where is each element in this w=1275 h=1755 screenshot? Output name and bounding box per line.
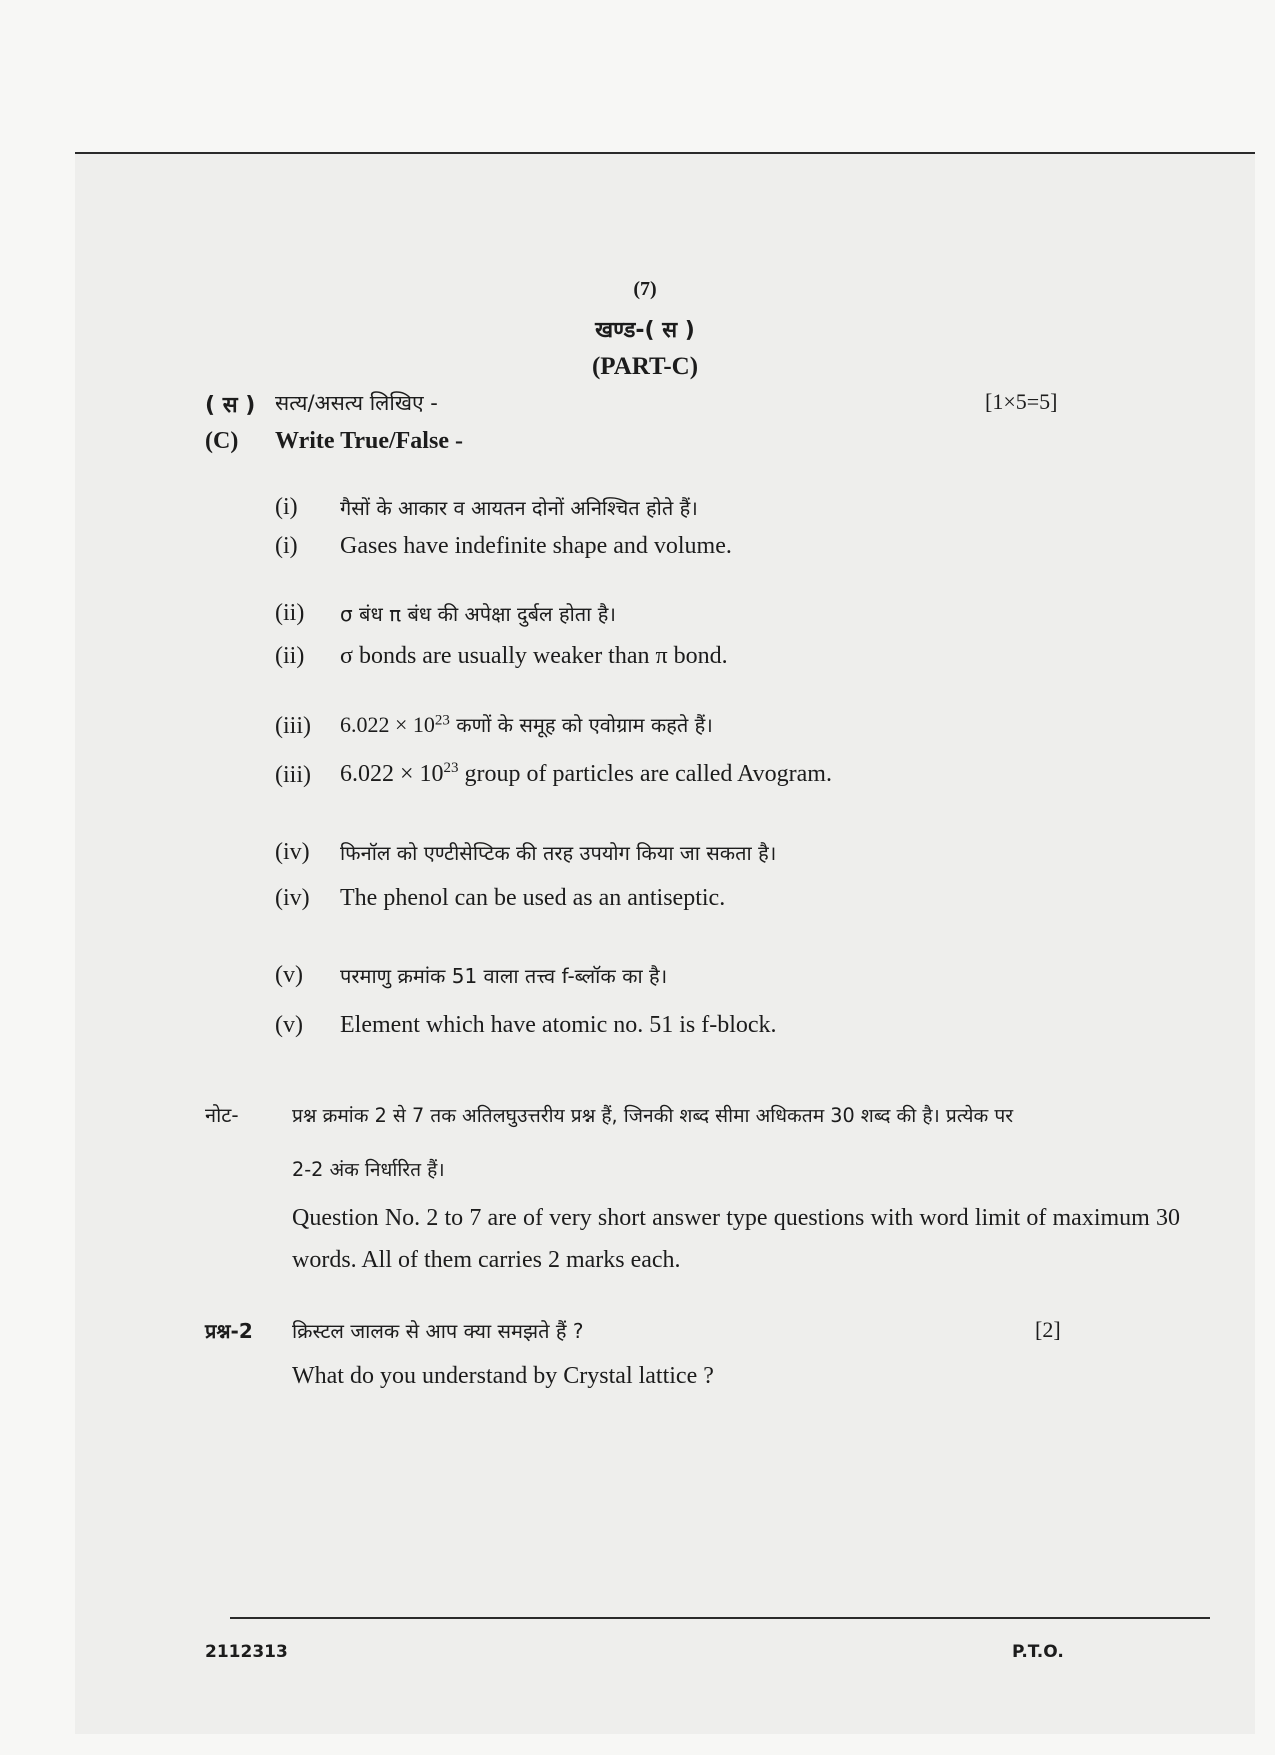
- item-statement-hindi: गैसों के आकार व आयतन दोनों अनिश्चित होते हैं।: [340, 496, 698, 520]
- question-c-label-hindi: ( स ): [205, 393, 256, 418]
- item-statement-english-text: group of particles are called Avogram.: [458, 761, 832, 787]
- question-c-label-english: (C): [205, 428, 239, 454]
- item-statement-english: Gases have indefinite shape and volume.: [340, 533, 732, 559]
- question-c-instruction-english: Write True/False -: [275, 428, 463, 454]
- item-number: (iv): [275, 885, 310, 911]
- item-statement-english: [340, 760, 832, 788]
- question-2-marks: [2]: [1035, 1317, 1061, 1342]
- paper-code: 2112313: [205, 1642, 288, 1662]
- item-number: (ii): [275, 643, 305, 669]
- question-2-label: प्रश्न-2: [205, 1319, 253, 1343]
- please-turn-over: P.T.O.: [1012, 1642, 1064, 1662]
- item-number: (v): [275, 962, 303, 988]
- question-2-english: What do you understand by Crystal lattice ?: [292, 1363, 714, 1389]
- item-number: (iii): [275, 713, 311, 739]
- item-number: (iii): [275, 762, 311, 788]
- avogadro-exponent: 23: [443, 760, 459, 776]
- item-statement-hindi: परमाणु क्रमांक 51 वाला तत्त्व f-ब्लॉक का है।: [340, 964, 668, 988]
- item-number: (iv): [275, 839, 310, 865]
- item-statement-hindi: फिनॉल को एण्टीसेप्टिक की तरह उपयोग किया जा सकता है।: [340, 841, 777, 865]
- avogadro-number-base: 6.022 × 10: [340, 712, 435, 737]
- item-number: (v): [275, 1012, 303, 1038]
- page-number: (7): [633, 278, 657, 300]
- item-statement-english: Element which have atomic no. 51 is f-block.: [340, 1012, 777, 1038]
- section-title-hindi: खण्ड-( स ): [595, 318, 695, 343]
- question-2-hindi: क्रिस्टल जालक से आप क्या समझते हैं ?: [292, 1319, 584, 1343]
- note-hindi-line-2: 2-2 अंक निर्धारित हैं।: [292, 1158, 445, 1181]
- question-c-instruction-hindi: सत्य/असत्य लिखिए -: [275, 391, 438, 415]
- item-number: (i): [275, 494, 298, 520]
- note-label: नोट-: [205, 1103, 239, 1127]
- item-statement-english: The phenol can be used as an antiseptic.: [340, 885, 726, 911]
- item-statement-english: σ bonds are usually weaker than π bond.: [340, 643, 728, 669]
- item-number: (ii): [275, 600, 305, 626]
- section-title-english: (PART-C): [591, 353, 699, 380]
- note-english: Question No. 2 to 7 are of very short answer type questions with word limit of maximum 30 words. All of them carries 2 marks each.: [292, 1205, 1180, 1273]
- note-hindi-line-1: प्रश्न क्रमांक 2 से 7 तक अतिलघुउत्तरीय प्रश्न हैं, जिनकी शब्द सीमा अधिकतम 30 शब्द की है। प्रत्येक पर: [292, 1104, 1014, 1127]
- footer-divider: [230, 1617, 1210, 1619]
- item-number: (i): [275, 533, 298, 559]
- item-statement-hindi: [340, 711, 713, 738]
- question-c-marks: [1×5=5]: [985, 389, 1058, 414]
- avogadro-exponent: 23: [434, 712, 450, 729]
- item-statement-hindi: σ बंध π बंध की अपेक्षा दुर्बल होता है।: [340, 602, 616, 626]
- item-statement-hindi-text: कणों के समूह को एवोग्राम कहते हैं।: [449, 713, 713, 737]
- avogadro-number-base: 6.022 × 10: [340, 761, 444, 787]
